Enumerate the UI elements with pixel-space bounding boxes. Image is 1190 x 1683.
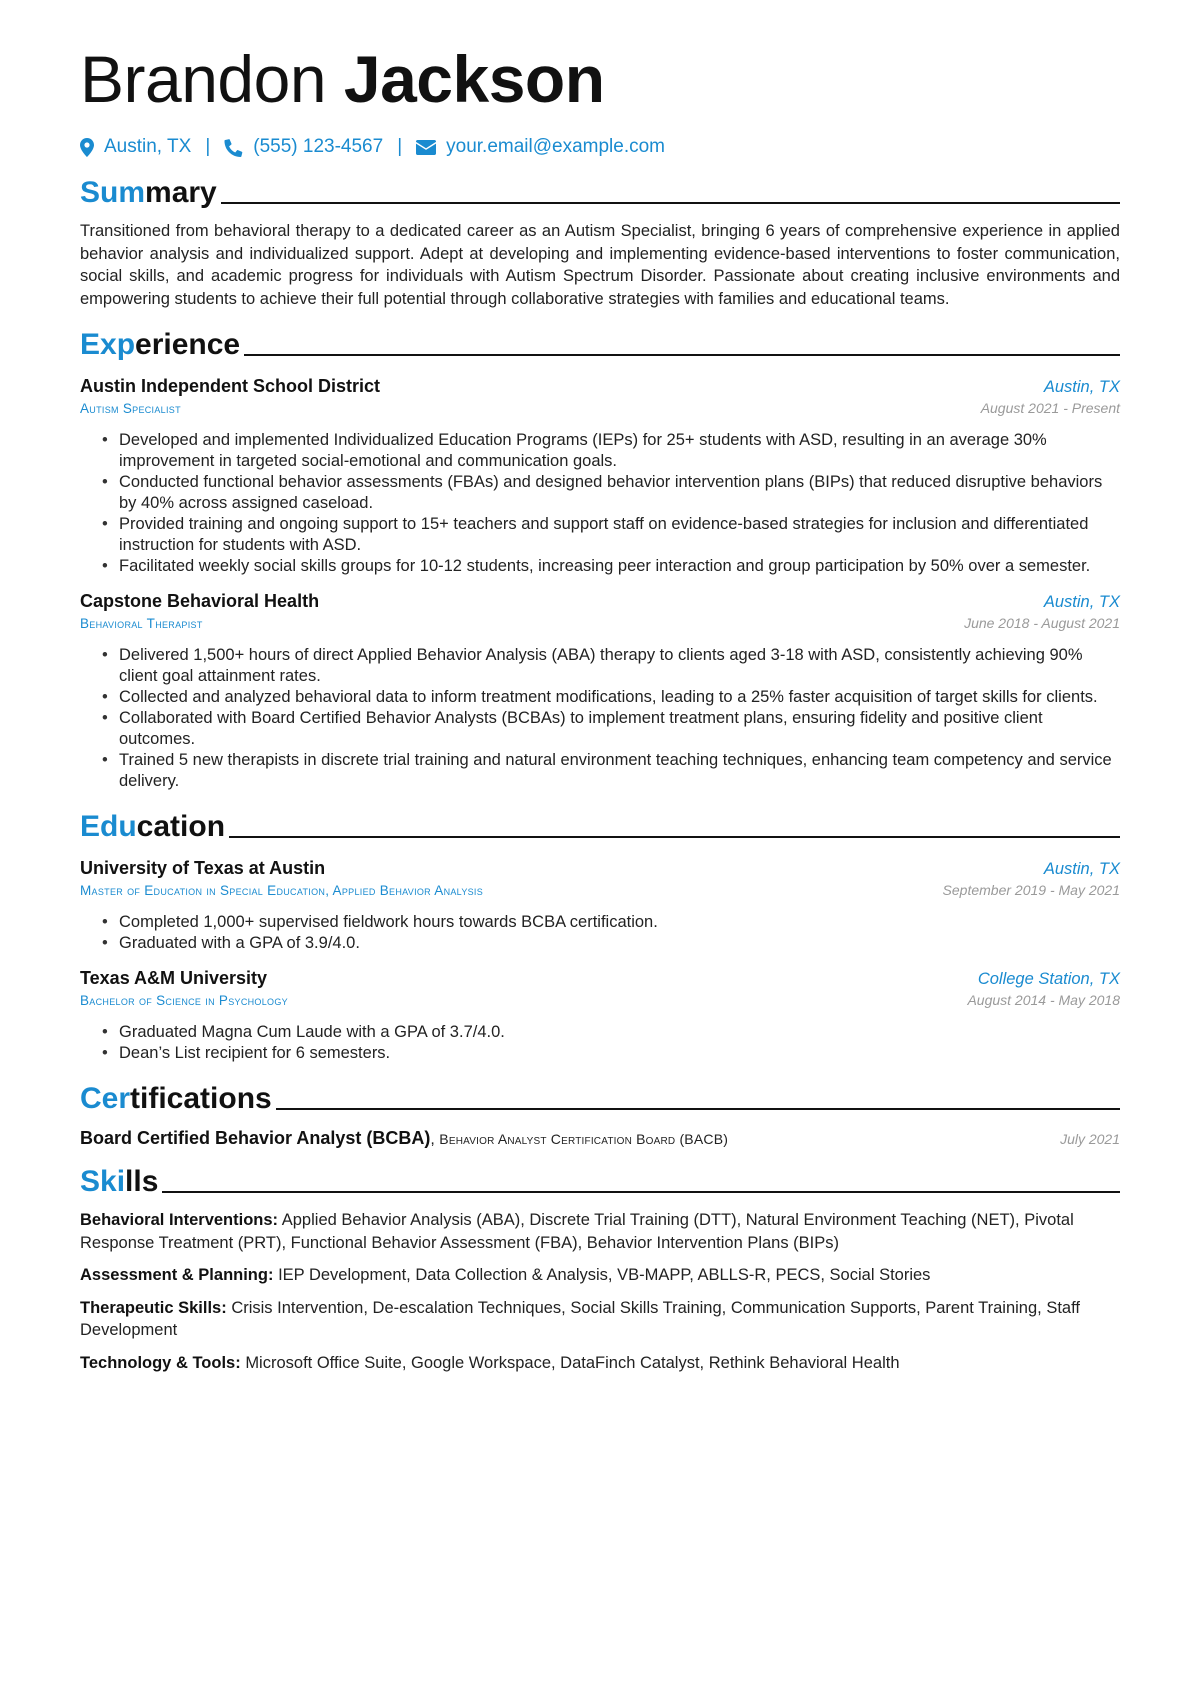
contact-phone[interactable] [224,136,383,158]
section-rule [221,202,1120,204]
list-item: • Dean’s List recipient for 6 semesters. [102,1043,1120,1064]
skill-category: Technology & Tools: [80,1353,241,1372]
list-item: • Provided training and ongoing support to 15+ teachers and support staff on evidence-based strategies for inclusion and differentiated instruction for students with ASD. [102,514,1120,556]
email-link[interactable]: your.email@example.com [446,136,665,157]
section-title-rest: cation [136,810,226,843]
envelope-icon [416,140,436,155]
certification-comma: , [430,1131,435,1148]
education-bullets [102,1022,1120,1064]
section-title [80,176,217,210]
skill-list: IEP Development, Data Collection & Analysis, VB-MAPP, ABLLS-R, PECS, Social Stories [278,1266,931,1284]
section-rule [162,1191,1120,1193]
employer-location: Austin, TX [1043,593,1120,611]
contact-separator: | [205,136,211,157]
contact-line [80,134,1120,160]
first-name: Brandon [80,42,327,116]
location-text: Austin, TX [104,136,192,157]
list-item: • Graduated Magna Cum Laude with a GPA of 3.7/4.0. [102,1022,1120,1043]
skill-list: Crisis Intervention, De-escalation Techniques, Social Skills Training, Communication Supports, Parent Training, Staff Development [80,1298,1080,1339]
employer-location: Austin, TX [1043,378,1120,396]
phone-text[interactable]: (555) 123-4567 [253,136,384,157]
skill-row [80,1352,1120,1375]
list-item: • Facilitated weekly social skills groups for 10-12 students, increasing peer interaction and group participation by 50% over a semester. [102,556,1120,577]
certification-date: July 2021 [1060,1131,1120,1147]
certifications-heading [80,1078,1120,1116]
resume-page [80,38,1120,1374]
degree: Bachelor of Science in Psychology [80,993,288,1008]
section-title-rest: lls [125,1165,159,1198]
job-bullets [102,430,1120,577]
section-rule [276,1108,1120,1110]
section-title-accent: Sum [80,176,146,209]
skill-row [80,1297,1120,1342]
experience-heading [80,324,1120,362]
section-title [80,810,225,844]
list-item: • Developed and implemented Individualized Education Programs (IEPs) for 25+ students with ASD, resulting in an average 30% improvement in targeted social-emotional and communication goals. [102,430,1120,472]
skill-list: Applied Behavior Analysis (ABA), Discrete Trial Training (DTT), Natural Environment Teaching (NET), Pivotal Response Treatment (PRT), Functional Behavior Assessment (FBA), Behavior Intervention Plans (BIPs) [80,1211,1074,1252]
skill-row [80,1264,1120,1287]
school-location: College Station, TX [977,970,1120,988]
school-location: Austin, TX [1043,860,1120,878]
phone-icon [224,138,243,157]
last-name: Jackson [343,42,605,116]
school-name: Texas A&M University [80,968,268,988]
list-item: • Delivered 1,500+ hours of direct Applied Behavior Analysis (ABA) therapy to clients aged 3-18 with ASD, consistently achieving 90% client goal attainment rates. [102,645,1120,687]
list-item: • Conducted functional behavior assessments (FBAs) and designed behavior intervention plans (BIPs) that reduced disruptive behaviors by 40% across assigned caseload. [102,472,1120,514]
section-rule [229,836,1120,838]
skill-category: Assessment & Planning: [80,1266,274,1284]
certification-entry [80,1128,1120,1149]
section-title-accent: Ski [80,1165,126,1198]
list-item: • Graduated with a GPA of 3.9/4.0. [102,933,1120,954]
section-title [80,1082,272,1116]
section-title-accent: Exp [80,328,136,361]
job-bullets [102,645,1120,792]
summary-heading [80,172,1120,210]
contact-location [80,136,191,158]
section-title-rest: tifications [130,1082,272,1115]
skill-list: Microsoft Office Suite, Google Workspace, DataFinch Catalyst, Rethink Behavioral Health [245,1353,900,1372]
employer-name: Capstone Behavioral Health [80,591,320,611]
section-title-rest: erience [135,328,241,361]
degree: Master of Education in Special Education, Applied Behavior Analysis [80,883,484,898]
section-title [80,1165,158,1199]
map-pin-icon [80,138,94,157]
section-title-accent: Edu [80,810,137,843]
skill-category: Therapeutic Skills: [80,1298,227,1317]
section-title [80,328,240,362]
contact-email[interactable] [416,136,665,158]
section-title-accent: Cer [80,1082,131,1115]
job-dates: August 2021 - Present [980,400,1120,416]
section-title-rest: mary [145,176,217,209]
candidate-name [80,38,1120,120]
job-title: Behavioral Therapist [80,616,203,631]
employer-name: Austin Independent School District [80,376,381,396]
education-entry [80,968,1120,1064]
list-item: • Trained 5 new therapists in discrete trial training and natural environment teaching techniques, enhancing team competency and service delivery. [102,750,1120,792]
education-entry [80,858,1120,954]
education-bullets [102,912,1120,954]
education-heading [80,806,1120,844]
skill-row [80,1209,1120,1254]
study-dates: August 2014 - May 2018 [967,992,1120,1008]
list-item: • Collaborated with Board Certified Behavior Analysts (BCBAs) to implement treatment plans, ensuring fidelity and positive client outcomes. [102,708,1120,750]
experience-entry [80,591,1120,792]
list-item: • Completed 1,000+ supervised fieldwork hours towards BCBA certification. [102,912,1120,933]
certification-issuer: Behavior Analyst Certification Board (BACB) [439,1131,729,1147]
skill-category: Behavioral Interventions: [80,1211,279,1229]
contact-separator: | [397,136,403,157]
list-item: • Collected and analyzed behavioral data to inform treatment modifications, leading to a 25% faster acquisition of target skills for clients. [102,687,1120,708]
summary-text: Transitioned from behavioral therapy to a dedicated career as an Autism Specialist, bringing 6 years of comprehensive experience in applied behavior analysis and individualized support. Adept at developing and implementing evidence-based interventions to foster communication, social skills, and academic progress for individuals with Autism Spectrum Disorder. Passionate about creating inclusive environments and empowering students to achieve their full potential through collaborative strategies with families and educational teams. [80,222,1120,308]
section-rule [244,354,1120,356]
certification-name: Board Certified Behavior Analyst (BCBA) [80,1128,431,1148]
job-dates: June 2018 - August 2021 [964,615,1120,631]
study-dates: September 2019 - May 2021 [942,882,1120,898]
school-name: University of Texas at Austin [80,858,326,878]
job-title: Autism Specialist [80,401,181,416]
skills-heading [80,1161,1120,1199]
experience-entry [80,376,1120,577]
